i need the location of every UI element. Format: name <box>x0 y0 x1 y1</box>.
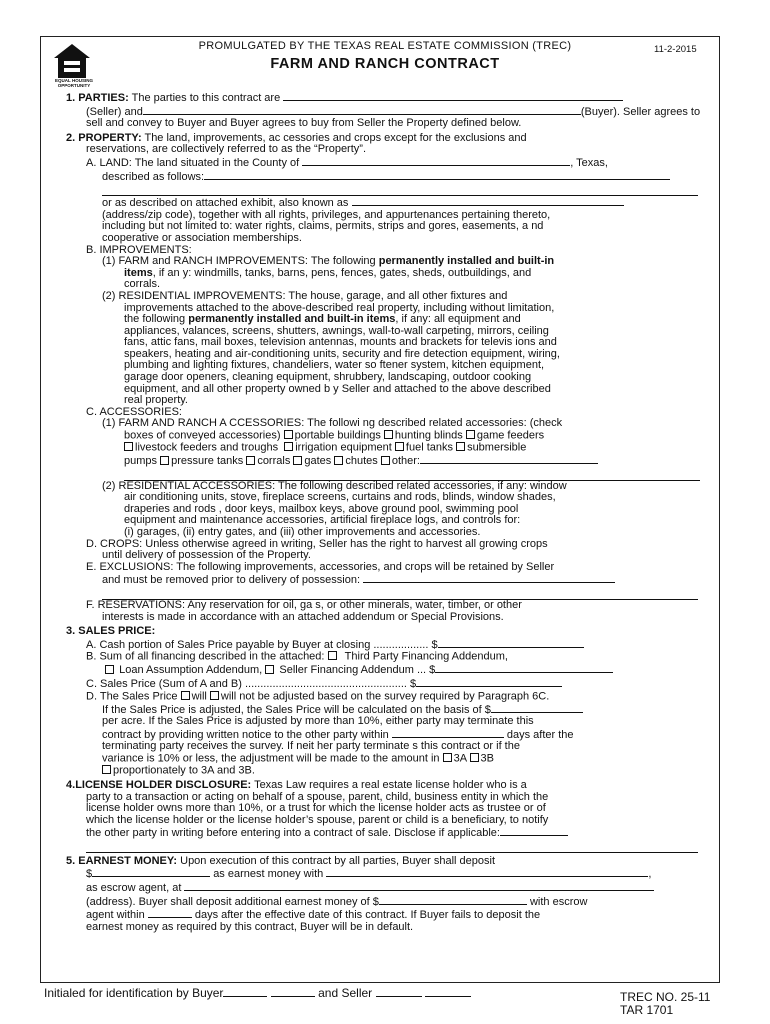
cash-portion-field[interactable] <box>438 638 584 648</box>
disclosure-line-2[interactable] <box>86 840 698 853</box>
earnest-amount-field[interactable] <box>92 867 210 877</box>
per-acre-field[interactable] <box>491 703 583 713</box>
initials-line: Initialed for identification by Buyer and Seller <box>44 986 471 1000</box>
disclosure-field[interactable] <box>500 826 568 836</box>
section-parties: 1. PARTIES: The parties to this contract are <box>58 91 708 105</box>
also-known-as-field[interactable] <box>352 196 624 206</box>
buyer-initial-2[interactable] <box>271 987 315 997</box>
tar-number: TAR 1701 <box>620 1003 674 1017</box>
trec-number: TREC NO. 25-11 <box>620 990 711 1004</box>
fuel-tanks-checkbox[interactable] <box>395 442 404 451</box>
sales-price-field[interactable] <box>416 677 562 687</box>
logo-caption: EQUAL HOUSING OPPORTUNITY <box>55 78 93 88</box>
seller-initial-2[interactable] <box>425 987 471 997</box>
chutes-checkbox[interactable] <box>334 456 343 465</box>
third-party-financing-checkbox[interactable] <box>328 651 337 660</box>
section-license-disclosure: 4.LICENSE HOLDER DISCLOSURE: Texas Law requires a real estate license holder who is a <box>66 778 527 791</box>
land-description-field[interactable] <box>204 170 670 180</box>
will-adjust-checkbox[interactable] <box>181 691 190 700</box>
contract-body: 1. PARTIES: The parties to this contract are (Seller) and (Buyer). Seller agrees to sell and convey to Buyer and Buyer agrees to buy from Seller the Property defined below. 2. PROPERTY: The land, improvements, ac cessories and crops except for the exclusions and reservations, are collectively referred to as the “Property”. A. LAND: The land situated in the County of , Texas, described as follows: or as described on attached exhibit, also known as (address/zip code), together with all rights, privileges, and appurtenances pertaining thereto, including but not limited to: water rights, claims, permits, strips and gores, easements, a nd cooperative or association memberships. B. IMPROVEMENTS: (1) FARM and RANCH IMPROVEMENTS: The following permanently installed and built-in items, if an y: windmills, tanks, barns, pens, fences, gates, sheds, outbuildings, and corrals. (2) RESIDENTIAL IMPROVEMENTS: The house, garage, and all other fixtures and improvements attached to the above-described real property, including without limitation, the following permanently installed and built-in items, if any: all equipment and appliances, valances, screens, shutters, awnings, wall-to-wall carpeting, mirrors, ceiling fans, attic fans, mail boxes, television antennas, mounts and brackets for televis ions and speakers, heating and air-conditioning units, security and fire detection equipment, wiring, plumbing and lighting fixtures, chandeliers, water so ftener system, kitchen equipment, garage door openers, cleaning equipment, shrubbery, landscaping, outdoor cooking equipment, and all other property owned b y Seller and attached to the above described real property. C. ACCESSORIES: (1) FARM AND RANCH A CCESSORIES: The followi ng described related accessories: (check boxes of conveyed accessories) portable buildings hunting blinds game feeders livestock feeders and troughs irrigation equipment fuel tanks submersible pumps pressure tanks corrals gates chutes other: (2) RESIDENTIAL ACCESSORIES: The following described related accessories, if any: window air conditioning units, stove, fireplace screens, curtains and rods, blinds, window shades, draperies and rods , door keys, mailbox keys, above ground pool, swimming pool equipment and maintenance accessories, artificial fireplace logs, and controls for: (i) garages, (ii) entry gates, and (iii) other improvements and accessories. D. CROPS: Unless otherwise agreed in writing, Seller has the right to harvest all growing crops until delivery of possession of the Property. E. EXCLUSIONS: The following improvements, accessories, and crops will be retained by Seller and must be removed prior to delivery of possession: F. RESERVATIONS: Any reservation for oil, ga s, or other minerals, water, timber, or other interests is made in accordance with an attached addendum or Special Provisions. 3. SALES PRICE: A. Cash portion of Sales Price payable by Buyer at closing .................. $ B. Sum of all financing described in the attached: Third Party Financing Addendum, Loan Assumption Addendum, Seller Financing Addendum ... $ C. Sales Price (Sum of A and B) ..................................................... $ D. The Sales Price will will not be adjusted based on the survey required by Paragraph 6C. If the Sales Price is adjusted, the Sales Price will be calculated on the basis of $ per acre. If the Sales Price is adjusted by more than 10%, either party may terminate this contract by providing written notice to the other party within days after the terminating party receives the survey. If neit her party terminate s this contract or if the variance is 10% or less, the adjustment will be made to the amount in 3A 3B proportionately to 3A and 3B. 4.LICENSE HOLDER DISCLOSURE: Texas Law requires a real estate license holder who is a party to a transaction or acting on behalf of a spouse, parent, child, business entity in which the license holder owns more than 10%, or a trust for which the license holder acts as trustee or of which the license holder or the license holder’s spouse, parent or child is a beneficiary, to notify the other party in writing before entering into a contract of sale. Disclose if applicable: 5. EARNEST MONEY: Upon execution of this contract by all parties, Buyer shall deposit $ as earnest money with , as escrow agent, at (address). Buyer shall deposit additional earnest money of $ with escrow agent within days after the effective date of this contract. If Buyer fails to deposit the earnest money as required by this contract, Buyer will be in default. <box>58 91 708 933</box>
county-field[interactable] <box>302 156 570 166</box>
loan-assumption-checkbox[interactable] <box>105 665 114 674</box>
escrow-address-field[interactable] <box>184 881 654 891</box>
seller-financing-checkbox[interactable] <box>265 665 274 674</box>
additional-days-field[interactable] <box>148 908 192 918</box>
adjust-proportionately-checkbox[interactable] <box>102 765 111 774</box>
portable-buildings-checkbox[interactable] <box>284 430 293 439</box>
other-accessories-field[interactable] <box>420 454 598 464</box>
other-accessories-checkbox[interactable] <box>381 456 390 465</box>
financing-sum-field[interactable] <box>435 663 613 673</box>
termination-days-field[interactable] <box>392 728 504 738</box>
seller-initial-1[interactable] <box>376 987 422 997</box>
corrals-checkbox[interactable] <box>246 456 255 465</box>
submersible-pumps-checkbox[interactable] <box>456 442 465 451</box>
land-description-line-2[interactable] <box>102 183 698 196</box>
section-property: 2. PROPERTY: The land, improvements, ac cessories and crops except for the exclusions and <box>66 131 527 144</box>
gates-checkbox[interactable] <box>293 456 302 465</box>
exclusions-field[interactable] <box>363 573 615 583</box>
additional-earnest-field[interactable] <box>379 895 527 905</box>
pressure-tanks-checkbox[interactable] <box>160 456 169 465</box>
section-earnest-money: 5. EARNEST MONEY: Upon execution of this contract by all parties, Buyer shall deposit <box>66 854 496 867</box>
hunting-blinds-checkbox[interactable] <box>384 430 393 439</box>
escrow-agent-field[interactable] <box>326 867 648 877</box>
page-title: FARM AND RANCH CONTRACT <box>270 56 500 72</box>
adjust-3b-checkbox[interactable] <box>470 753 479 762</box>
parties-seller-field[interactable] <box>283 91 623 101</box>
form-date: 11-2-2015 <box>654 44 697 55</box>
other-accessories-line-2[interactable] <box>124 468 700 481</box>
section-sales-price: 3. SALES PRICE: <box>66 625 156 638</box>
will-not-adjust-checkbox[interactable] <box>210 691 219 700</box>
parties-buyer-field[interactable] <box>143 105 581 115</box>
livestock-feeders-checkbox[interactable] <box>124 442 133 451</box>
adjust-3a-checkbox[interactable] <box>443 753 452 762</box>
irrigation-equipment-checkbox[interactable] <box>284 442 293 451</box>
buyer-initial-1[interactable] <box>223 987 267 997</box>
game-feeders-checkbox[interactable] <box>466 430 475 439</box>
promulgated-line: PROMULGATED BY THE TEXAS REAL ESTATE COMMISSION (TREC) <box>198 40 572 52</box>
